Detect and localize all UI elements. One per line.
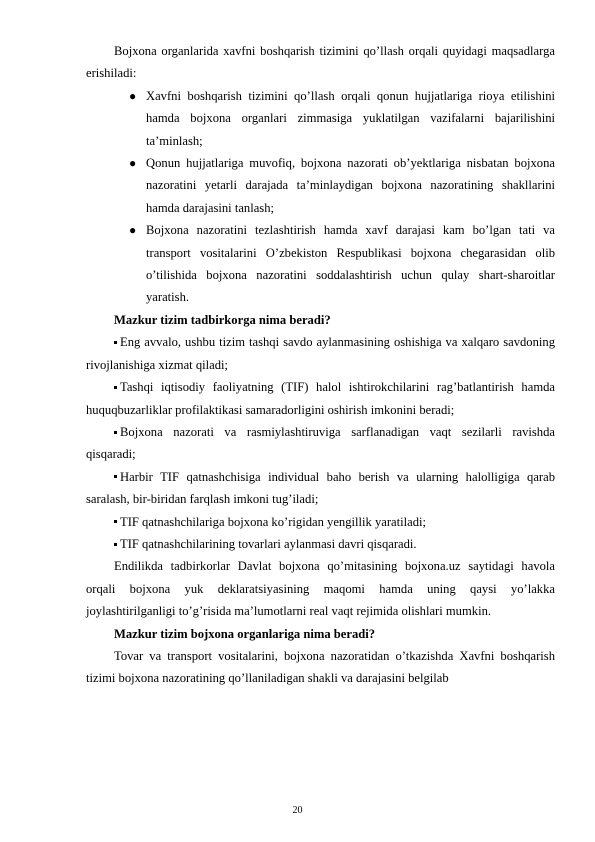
section-heading: Mazkur tizim tadbirkorga nima beradi?: [114, 312, 331, 327]
list-item: [129, 85, 555, 152]
bullet-icon: ●: [129, 88, 137, 103]
bullet-icon: [114, 520, 117, 523]
list-item: [129, 152, 555, 219]
intro-paragraph: Bojxona organlarida xavfni boshqarish tizimini qo’llash orqali quyidagi maqsadlarga erishiladi:: [86, 44, 555, 81]
bullet-icon: [114, 341, 117, 344]
list-item: [129, 219, 555, 309]
list-item: [86, 511, 555, 533]
benefit-text: Eng avvalo, ushbu tizim tashqi savdo aylanmasining oshishiga va xalqaro savdoning rivojlanishiga xizmat qiladi;: [86, 335, 555, 372]
bullet-icon: [114, 386, 117, 389]
benefit-text: TIF qatnashchilariga bojxona ko’rigidan yengillik yaratiladi;: [120, 514, 427, 529]
list-item: [86, 331, 555, 376]
list-item: [86, 421, 555, 466]
benefit-text: Tashqi iqtisodiy faoliyatning (TIF) halol ishtirokchilarini rag’batlantirish hamda huquqbuzarliklar profilaktikasi samaradorligini oshirish imkonini beradi;: [86, 380, 555, 417]
goal-text: Xavfni boshqarish tizimini qo’llash orqali qonun hujjatlariga rioya etilishini hamda bojxona organlari zimmasiga yuklatilgan vazifalarni bajarilishini ta’minlash;: [146, 88, 555, 148]
list-item: [86, 466, 555, 511]
body-paragraph: Tovar va transport vositalarini, bojxona nazoratidan o’tkazishda Xavfni boshqarish tizimi bojxona nazoratining qo’llaniladigan shakli va darajasini belgilab: [86, 648, 555, 686]
section-heading: Mazkur tizim bojxona organlariga nima beradi?: [114, 626, 376, 641]
list-item: [86, 533, 555, 555]
bullet-icon: ●: [129, 223, 137, 238]
benefit-text: TIF qatnashchilarining tovarlari aylanmasi davri qisqaradi.: [120, 536, 417, 551]
bullet-icon: ●: [129, 156, 137, 171]
bullet-icon: [114, 543, 117, 546]
benefit-text: Harbir TIF qatnashchisiga individual baho berish va ularning halolligiga qarab saralash, bir-biridan farqlash imkoni tug’iladi;: [86, 469, 555, 507]
body-paragraph: Endilikda tadbirkorlar Davlat bojxona qo’mitasining bojxona.uz saytidagi havola orqali bojxona yuk deklaratsiyasining maqomi hamda uning qaysi yo’lakka joylashtirilganligi to’g’risida ma’lumotlarni real vaqt rejimida olishlari mumkin.: [86, 559, 555, 619]
page-number: 20: [292, 805, 303, 816]
goals-list: [86, 85, 555, 309]
goal-text: Qonun hujjatlariga muvofiq, bojxona nazorati ob’yektlariga nisbatan bojxona nazoratini yetarli darajada ta’minlaydigan bojxona nazoratining shakllarini hamda darajasini tanlash;: [146, 156, 555, 215]
goal-text: Bojxona nazoratini tezlashtirish hamda xavf darajasi kam bo’lgan tati va transport vositalarini O’zbekiston Respublikasi bojxona chegarasidan olib o’tilishida bojxona nazoratini soddalashtirish uchun qulay shart-sharoitlar yaratish.: [146, 223, 555, 305]
bullet-icon: [114, 475, 117, 478]
document-body: [86, 40, 555, 690]
benefit-text: Bojxona nazorati va rasmiylashtiruviga sarflanadigan vaqt sezilarli ravishda qisqaradi;: [86, 424, 555, 462]
list-item: [86, 376, 555, 421]
bullet-icon: [114, 431, 117, 434]
